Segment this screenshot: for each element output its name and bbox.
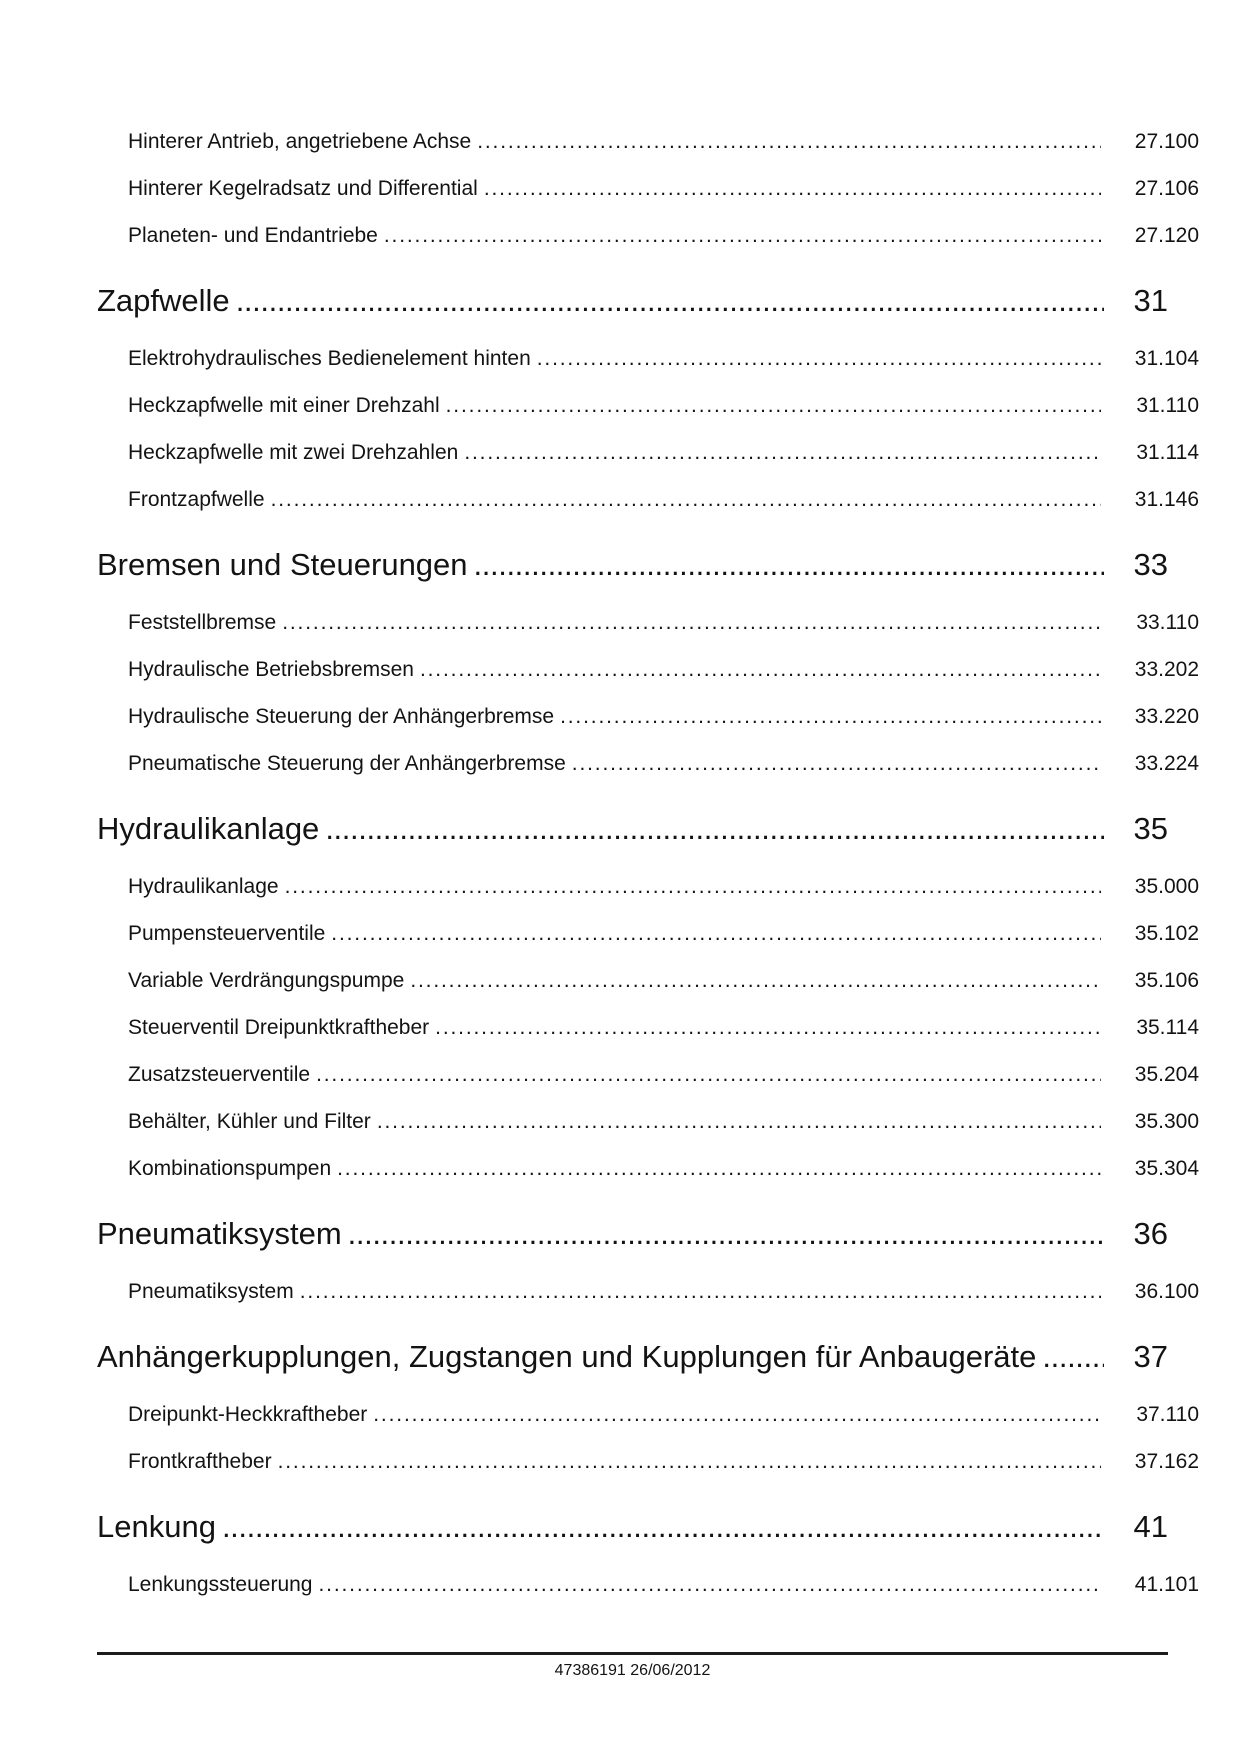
toc-section-row — [97, 801, 1168, 857]
toc-entry-label: Behälter, Kühler und Filter — [128, 1110, 371, 1133]
leader-dots — [484, 165, 1101, 212]
toc-entry-page-number: 35.304 — [1134, 1157, 1199, 1180]
leader-dots — [316, 1051, 1101, 1098]
leader-dots — [446, 382, 1101, 429]
toc-entry-row — [97, 118, 1199, 165]
toc-entry-row — [97, 335, 1199, 382]
toc-entry-page-number: 37.110 — [1136, 1403, 1199, 1426]
toc-entry-row — [97, 382, 1199, 429]
toc-entry-label: Variable Verdrängungspumpe — [128, 969, 405, 992]
toc-entry-label: Pneumatiksystem — [97, 1216, 342, 1251]
toc-entry-page-number: 41.101 — [1134, 1573, 1199, 1596]
toc-entry-label: Planeten- und Endantriebe — [128, 224, 378, 247]
toc-entry-label: Hinterer Antrieb, angetriebene Achse — [128, 130, 472, 153]
toc-entry-page-number: 33 — [1133, 547, 1168, 582]
leader-dots — [477, 118, 1101, 165]
leader-dots — [1042, 1329, 1104, 1385]
toc-entry-label: Hydraulische Steuerung der Anhängerbremse — [128, 705, 555, 728]
toc-entry-label: Kombinationspumpen — [128, 1157, 332, 1180]
toc-entry-label: Feststellbremse — [128, 611, 277, 634]
toc-entry-row — [97, 1561, 1199, 1608]
leader-dots — [318, 1561, 1101, 1608]
toc-entry-label: Hinterer Kegelradsatz und Differential — [128, 177, 478, 200]
toc-entry-label: Bremsen und Steuerungen — [97, 547, 468, 582]
toc-entry-row — [97, 476, 1199, 523]
toc-entry-row — [97, 1268, 1199, 1315]
toc-entry-page-number: 35 — [1133, 811, 1168, 846]
toc-entry-page-number: 27.100 — [1134, 130, 1199, 153]
toc-entry-label: Hydraulikanlage — [128, 875, 279, 898]
leader-dots — [222, 1499, 1104, 1555]
toc-entry-label: Zapfwelle — [97, 283, 230, 318]
leader-dots — [420, 646, 1101, 693]
toc-entry-label: Hydraulikanlage — [97, 811, 320, 846]
leader-dots — [474, 537, 1104, 593]
toc-entry-page-number: 31.104 — [1134, 347, 1199, 370]
toc-entry-page-number: 33.202 — [1134, 658, 1199, 681]
toc-entry-row — [97, 429, 1199, 476]
leader-dots — [271, 476, 1101, 523]
page-footer — [97, 1652, 1168, 1680]
toc-entry-label: Pumpensteuerventile — [128, 922, 326, 945]
leader-dots — [464, 429, 1101, 476]
leader-dots — [285, 863, 1101, 910]
footer-divider — [97, 1652, 1168, 1655]
leader-dots — [278, 1438, 1101, 1485]
toc-entry-page-number: 35.102 — [1134, 922, 1199, 945]
toc-entry-label: Anhängerkupplungen, Zugstangen und Kupplungen für Anbaugeräte — [97, 1339, 1037, 1374]
toc-entry-row — [97, 1145, 1199, 1192]
toc-entry-page-number: 33.224 — [1134, 752, 1199, 775]
toc-entry-row — [97, 1004, 1199, 1051]
leader-dots — [384, 212, 1101, 259]
leader-dots — [572, 740, 1101, 787]
toc-entry-row — [97, 863, 1199, 910]
toc-entry-row — [97, 1051, 1199, 1098]
leader-dots — [331, 910, 1101, 957]
toc-entry-page-number: 35.300 — [1134, 1110, 1199, 1133]
toc-entry-page-number: 31.146 — [1134, 488, 1199, 511]
toc-entry-row — [97, 646, 1199, 693]
toc-section-row — [97, 273, 1168, 329]
toc-entry-label: Hydraulische Betriebsbremsen — [128, 658, 414, 681]
toc-entry-page-number: 31 — [1133, 283, 1168, 318]
leader-dots — [282, 599, 1101, 646]
leader-dots — [410, 957, 1101, 1004]
toc-entry-row — [97, 1098, 1199, 1145]
toc-entry-label: Heckzapfwelle mit einer Drehzahl — [128, 394, 440, 417]
toc-entry-page-number: 36 — [1133, 1216, 1168, 1251]
toc-entry-page-number: 35.114 — [1136, 1016, 1199, 1039]
toc-entry-page-number: 31.110 — [1136, 394, 1199, 417]
toc-entry-row — [97, 165, 1199, 212]
toc-entry-row — [97, 740, 1199, 787]
toc-entry-row — [97, 1438, 1199, 1485]
toc-entry-page-number: 36.100 — [1134, 1280, 1199, 1303]
toc-entry-label: Steuerventil Dreipunktkraftheber — [128, 1016, 430, 1039]
leader-dots — [236, 273, 1104, 329]
leader-dots — [560, 693, 1101, 740]
toc-entry-label: Pneumatiksystem — [128, 1280, 294, 1303]
footer-doc-number: 47386191 26/06/2012 — [554, 1662, 711, 1679]
toc-entry-label: Pneumatische Steuerung der Anhängerbremse — [128, 752, 566, 775]
toc-section-row — [97, 1206, 1168, 1262]
leader-dots — [348, 1206, 1104, 1262]
toc-entry-label: Frontzapfwelle — [128, 488, 265, 511]
toc-entry-page-number: 41 — [1133, 1509, 1168, 1544]
toc-list — [97, 118, 1199, 1608]
toc-entry-label: Lenkungssteuerung — [128, 1573, 313, 1596]
toc-entry-label: Frontkraftheber — [128, 1450, 272, 1473]
toc-section-row — [97, 1499, 1168, 1555]
toc-entry-page-number: 35.204 — [1134, 1063, 1199, 1086]
leader-dots — [373, 1391, 1101, 1438]
toc-entry-page-number: 33.220 — [1134, 705, 1199, 728]
toc-section-row — [97, 1329, 1168, 1385]
toc-entry-page-number: 37.162 — [1134, 1450, 1199, 1473]
toc-entry-page-number: 35.000 — [1134, 875, 1199, 898]
leader-dots — [300, 1268, 1101, 1315]
toc-entry-row — [97, 1391, 1199, 1438]
toc-entry-page-number: 37 — [1133, 1339, 1168, 1374]
toc-entry-label: Zusatzsteuerventile — [128, 1063, 311, 1086]
toc-entry-row — [97, 599, 1199, 646]
toc-entry-label: Lenkung — [97, 1509, 216, 1544]
toc-entry-page-number: 27.120 — [1134, 224, 1199, 247]
toc-entry-label: Elektrohydraulisches Bedienelement hinten — [128, 347, 531, 370]
toc-entry-page-number: 31.114 — [1136, 441, 1199, 464]
toc-entry-page-number: 33.110 — [1136, 611, 1199, 634]
leader-dots — [377, 1098, 1101, 1145]
leader-dots — [537, 335, 1101, 382]
toc-entry-row — [97, 212, 1199, 259]
toc-entry-row — [97, 957, 1199, 1004]
toc-entry-page-number: 27.106 — [1134, 177, 1199, 200]
toc-section-row — [97, 537, 1168, 593]
toc-entry-label: Heckzapfwelle mit zwei Drehzahlen — [128, 441, 459, 464]
leader-dots — [337, 1145, 1101, 1192]
toc-entry-label: Dreipunkt-Heckkraftheber — [128, 1403, 368, 1426]
leader-dots — [325, 801, 1104, 857]
toc-entry-row — [97, 693, 1199, 740]
toc-entry-page-number: 35.106 — [1134, 969, 1199, 992]
leader-dots — [435, 1004, 1101, 1051]
toc-entry-row — [97, 910, 1199, 957]
